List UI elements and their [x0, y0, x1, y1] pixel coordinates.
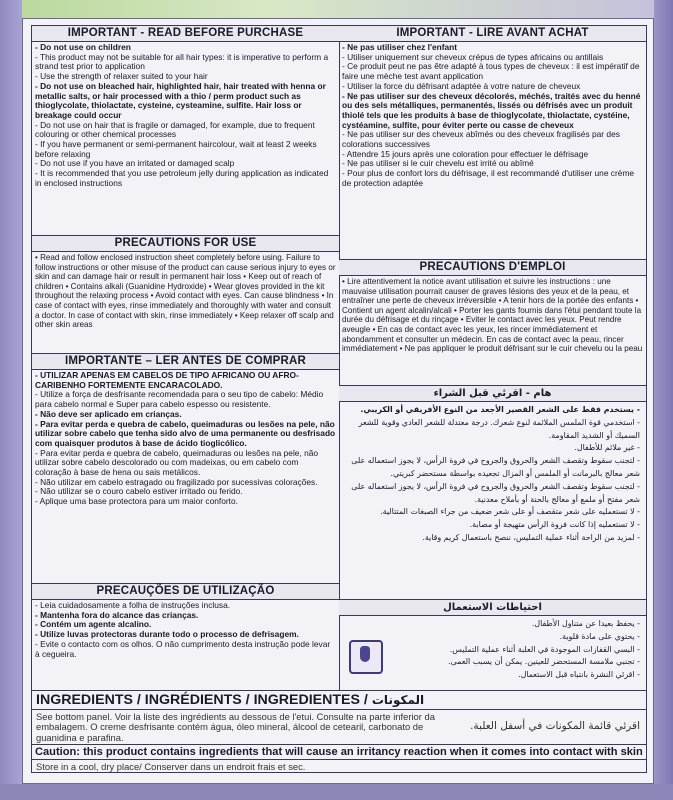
list-item: - Não deve ser aplicado em crianças. [35, 410, 336, 420]
list-item: - Attendre 15 jours après une coloration pour effectuer le défrisage [342, 150, 643, 160]
list-item: - Para evitar perda e quebra de cabelo, queimaduras ou lesões na pele, não utilizar sobre cabelo que tenha sido alvo de uma permanente ou desfrisado com quaisquer produtos à base de ácido tioglicólico. [35, 420, 336, 449]
warning-grid [31, 25, 647, 691]
list-item: - يحتوي على مادة قلوية. [379, 631, 640, 644]
list-item: - اقرئي النشرة بانتباه قبل الاستعمال. [379, 669, 640, 682]
right-column [339, 26, 646, 690]
list-item: - Leia cuidadosamente a folha de instruções inclusa. [35, 601, 336, 611]
portuguese-important-header: IMPORTANTE – LER ANTES DE COMPRAR [32, 354, 339, 370]
arabic-important-section [339, 386, 646, 600]
list-item: - البسي القفازات الموجودة في العلبة أثناء عملية التمليس. [379, 644, 640, 657]
ingredients-text-arabic: اقرئي قائمة المكونات في أسفل العلبة. [470, 720, 640, 732]
caution-statement: Caution: this product contains ingredients that will cause an irritancy reaction when it comes into contact with skin [32, 744, 646, 760]
list-item: - Contém um agente alcalino. [35, 620, 336, 630]
list-item: - Mantenha fora do alcance das crianças. [35, 611, 336, 621]
ingredients-section [31, 691, 647, 773]
list-item: - Ce produit peut ne pas être adapté à tous types de cheveux : il est impératif de faire une mèche test avant application [342, 62, 643, 81]
warning-panel [22, 18, 654, 784]
list-item: - لتجنب سقوط وتقصف الشعر والحروق والجروح في فروة الرأس، لا يجوز استعماله على شعر مفتح أو ملمع أو معالج بالحنة أو بأملاح معدنية. [345, 481, 640, 507]
list-item: - Não utilizar em cabelo estragado ou fragilizado por sucessivas colorações. [35, 478, 336, 488]
glove-hand-icon [349, 640, 383, 674]
storage-statement: Store in a cool, dry place/ Conserver dans un endroit frais et sec. [36, 761, 306, 772]
list-item: - يستخدم فقط على الشعر القصير الأجعد من النوع الأفريقي أو الكريبي. [345, 404, 640, 417]
list-item: - Ne pas utiliser sur des cheveux abîmés ou des cheveux fragilisés par des colorations successives [342, 130, 643, 149]
list-item: - استخدمي قوة الملمس الملائمة لنوع شعرك. درجة معتدلة للشعر العادي وقوية للشعر السميك أو الشديد المقاومة. [345, 417, 640, 443]
list-item: - Utilize a força de desfrisante recomendada para o seu tipo de cabelo: Médio para cabelo normal e Super para cabelo espesso ou resistente. [35, 390, 336, 409]
list-item: - تجنبي ملامسة المستحضر للعينين. يمكن أن يسبب العمى. [379, 656, 640, 669]
french-important-header: IMPORTANT - LIRE AVANT ACHAT [339, 26, 646, 42]
package-left-edge [0, 0, 22, 800]
list-item: - يحفظ بعيدا عن متناول الأطفال. [379, 618, 640, 631]
package-bottom-edge [0, 784, 673, 800]
list-item: - UTILIZAR APENAS EM CABELOS DE TIPO AFRICANO OU AFRO-CARIBENHO FORTEMENTE ENCARACOLADO. [35, 371, 336, 390]
list-item: - غير ملائم للأطفال. [345, 442, 640, 455]
english-important-header: IMPORTANT - READ BEFORE PURCHASE [32, 26, 339, 42]
list-item: - This product may not be suitable for all hair types: it is imperative to perform a strand test prior to application [35, 53, 336, 72]
portuguese-precautions-section [32, 584, 339, 690]
list-item: - Do not use on bleached hair, highlighted hair, hair treated with henna or metallic salts, or hair processed with a thio / perm product such as thioglycolate, thiolactate, cysteine, cysteamine, sulfite. Hair loss or breakage could occur [35, 82, 336, 121]
portuguese-precautions-list [32, 600, 339, 659]
package-right-edge [654, 0, 673, 800]
arabic-important-header: هام - اقرئي قبل الشراء [339, 386, 646, 402]
list-item: - Ne pas utiliser chez l'enfant [342, 43, 643, 53]
portuguese-important-list [32, 370, 339, 507]
left-column [32, 26, 340, 690]
list-item: - Utilize luvas protectoras durante todo o processo de defrisagem. [35, 630, 336, 640]
list-item: - Use the strength of relaxer suited to your hair [35, 72, 336, 82]
french-important-list [339, 42, 646, 189]
list-item: - Pour plus de confort lors du défrisage, il est recommandé d'utiliser une crème de protection adaptée [342, 169, 643, 188]
list-item: - لا تستعمليه على شعر متقصف أو على شعر ضعيف من جراء الصبغات المتتالية. [345, 506, 640, 519]
list-item: - Ne pas utiliser sur des cheveux décolorés, méchés, traités avec du henné ou des sels métalliques, permanentés, lissés ou défrisés avec un produit thiolé tels que les produits à base de thioglycolate, thiolactate, cystéine, cystéamine, sulfite, pour éviter perte ou casse de cheveux [342, 92, 643, 131]
list-item: - Utiliser uniquement sur cheveux crépus de types africains ou antillais [342, 53, 643, 63]
arabic-precautions-list [339, 616, 646, 682]
french-precautions-header: PRECAUTIONS D'EMPLOI [339, 260, 646, 276]
ingredients-header [32, 691, 646, 710]
list-item: - Evite o contacto com os olhos. O não cumprimento desta instrução pode levar à cegueira. [35, 640, 336, 659]
list-item: - لمزيد من الراحة أثناء عملية التمليس، ننصح باستعمال كريم وقاية. [345, 532, 640, 545]
arabic-important-list [339, 402, 646, 545]
list-item: - If you have permanent or semi-permanent haircolour, wait at least 2 weeks before relaxing [35, 140, 336, 159]
ingredients-text: See bottom panel. Voir la liste des ingrédients au dessous de l'etui. Consulte na parte inferior da embalagem. O creme desfrisante contém água, óleo mineral, álcool de cetearil, carbonato de guanidina e parafina. [36, 711, 435, 743]
package-top-edge [0, 0, 673, 18]
list-item: - It is recommended that you use petroleum jelly during application as indicated in enclosed instructions [35, 169, 336, 188]
english-precautions-text: • Read and follow enclosed instruction sheet completely before using. Failure to follow instructions or other misuse of the product can cause serious injury to eyes or skin and can damage hair or result in permanent hair loss • Keep out of reach of children • Contains alkali (Guanidine Hydroxide) • Wear gloves provided in the kit throughout the relaxing process • Avoid contact with eyes. Can cause blindness • In case of contact with eyes, rinse immediately and thoroughly with water and consult a doctor. In case of contact with skin, rinse immediately • Keep relaxer off scalp and other skin areas [35, 253, 336, 330]
english-precautions-header: PRECAUTIONS FOR USE [32, 236, 339, 252]
french-precautions-text: • Lire attentivement la notice avant utilisation et suivre les instructions : une mauvaise utilisation pourrait causer de graves lésions des yeux et de la peau, et entraîner une perte de cheveux irréversible • A tenir hors de la portée des enfants • Contient un agent alcalin/alcali • Porter les gants fournis dans l'étui pendant toute la durée du défrisage et du rinçage • Eviter le contact avec les yeux. Peut rendre aveugle • En cas de contact avec les yeux, les rincer immédiatement et abondamment et consulter un médecin. En cas de contact avec la peau, rincer immédiatement • Ne pas appliquer le produit défrisant sur le cuir chevelu ou la peau [342, 277, 643, 354]
english-precautions-section [32, 236, 339, 354]
ingredients-header-latin: INGREDIENTS / INGRÉDIENTS / INGREDIENTES / [36, 692, 368, 708]
french-important-section [339, 26, 646, 260]
list-item: - لتجنب سقوط وتقصف الشعر والحروق والجروح في فروة الرأس، لا يجوز استعماله على شعر معالج بالبرمانت أو الملمس أو المزال تجعيده بواسطة مستحضر كبريتي. [345, 455, 640, 481]
portuguese-precautions-header: PRECAUÇÕES DE UTILIZAÇÃO [32, 584, 339, 600]
arabic-precautions-section [339, 600, 646, 690]
list-item: - Utiliser la force du défrisant adaptée à votre nature de cheveux [342, 82, 643, 92]
arabic-precautions-header: احتياطات الاستعمال [339, 600, 646, 616]
list-item: - Do not use if you have an irritated or damaged scalp [35, 159, 336, 169]
english-important-list [32, 42, 339, 189]
list-item: - Não utilizar se o couro cabelo estiver irritado ou ferido. [35, 487, 336, 497]
english-important-section [32, 26, 339, 236]
french-precautions-section [339, 260, 646, 386]
list-item: - Aplique uma base protectora para um maior conforto. [35, 497, 336, 507]
ingredients-body [32, 710, 646, 744]
list-item: - Ne pas utiliser si le cuir chevelu est irrité ou abîmé [342, 159, 643, 169]
list-item: - لا تستعمليه إذا كانت فروة الرأس متهيجة أو مصابة. [345, 519, 640, 532]
list-item: - Do not use on hair that is fragile or damaged, for example, due to frequent colouring or other chemical processes [35, 121, 336, 140]
portuguese-important-section [32, 354, 339, 584]
list-item: - Do not use on children [35, 43, 336, 53]
ingredients-header-arabic: المكونات [371, 693, 425, 707]
list-item: - Para evitar perda e quebra de cabelo, queimaduras ou lesões na pele, não utilizar sobre cabelo descolorado ou com madeixas, ou em cabelo com coloração à base de hena ou sais metálicos. [35, 449, 336, 478]
